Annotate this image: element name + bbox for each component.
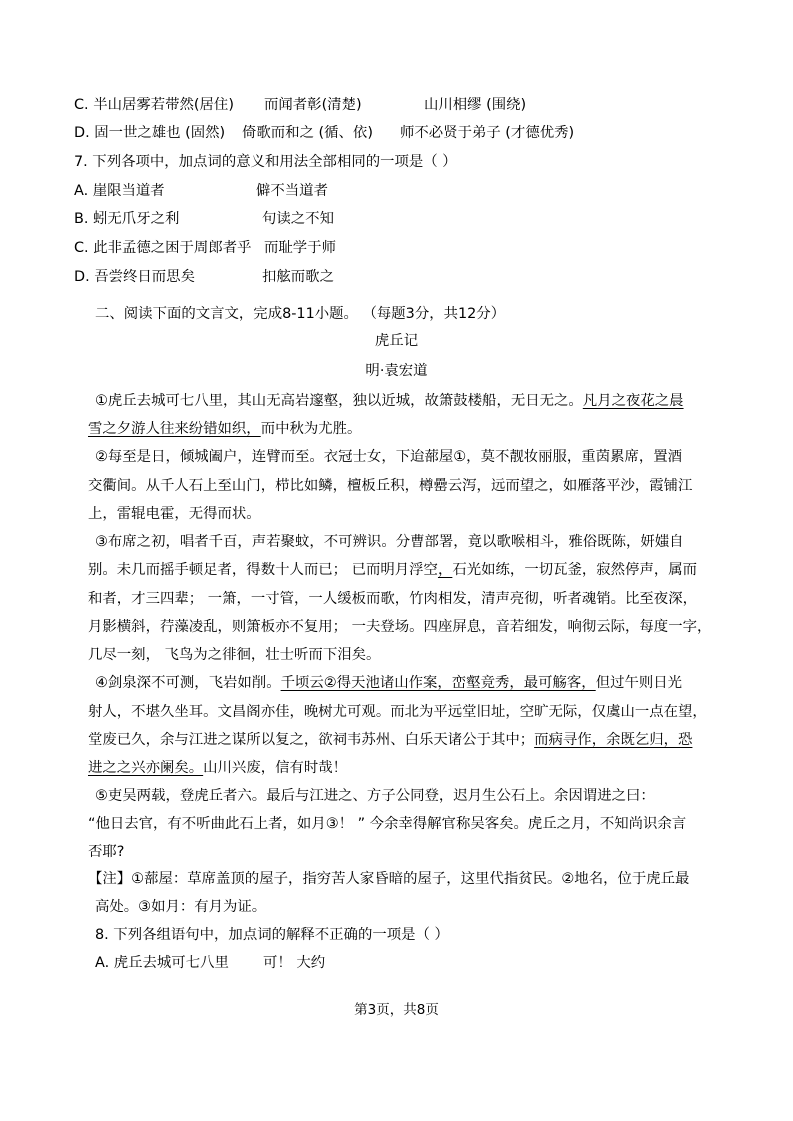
- p3-line3: 和者，才三四辈； 一箫，一寸管，一人缓板而歌，竹肉相发，清声亮彻，听者魂销。比至夜深，: [88, 591, 697, 607]
- p4-line1-underlined: 千顷云②得天池诸山作案，峦壑竞秀，最可觞客，: [280, 675, 596, 691]
- p4-line1: [95, 673, 682, 693]
- p5-line2: “他日去官，有不听曲此石上者，如月③！ ” 今余幸得解官称吴客矣。虎丘之月，不知尚识余言: [88, 816, 687, 832]
- choice-d-part2: 倚歌而和之 (循、依): [242, 125, 373, 141]
- p4-line1-text-a: ④剑泉深不可测，飞岩如削。: [95, 675, 281, 691]
- page-number-footer: 第3页，共8页: [354, 1002, 439, 1018]
- choice-c-part3: 山川相缪 (围绕): [424, 97, 527, 113]
- p5-line3: 否耶?: [88, 844, 125, 860]
- question-7-stem: 7. 下列各项中，加点词的意义和用法全部相同的一项是（ ）: [74, 154, 457, 170]
- q7-option-d: [74, 267, 334, 287]
- q7-option-a-left: A. 崖限当道者: [74, 183, 165, 199]
- choice-d-part3: 师不必贤于弟子 (才德优秀): [400, 125, 575, 141]
- p2-line2: 交衢间。从千人石上至山门，栉比如鳞，檀板丘积，樽罍云泻，远而望之，如雁落平沙，霞铺江: [88, 478, 693, 494]
- p2-line3: 上，雷辊电霍，无得而状。: [88, 506, 261, 522]
- q7-option-c: [74, 238, 336, 258]
- p1-line2-underlined: 雪之夕游人往来纷错如织，: [88, 421, 261, 437]
- p4-line1-text-b: 但过午则日光: [595, 675, 683, 691]
- p1-line1-text: ①虎丘去城可七八里，其山无高岩邃壑，独以近城，故箫鼓楼船，无日无之。: [95, 393, 583, 409]
- choice-c-part2: 而闻者彰(清楚): [264, 97, 362, 113]
- p3-line2-text-b: 石光如练，一切瓦釜，寂然停声，属而: [452, 562, 698, 578]
- choice-d-part1: D. 固一世之雄也 (固然): [74, 125, 226, 141]
- q7-option-b: [74, 209, 334, 229]
- p3-line2: [88, 560, 697, 580]
- p2-line1: ②每至是日，倾城阖户，连臂而至。衣冠士女，下迨蔀屋①，莫不靓妆丽服，重茵累席，置酒: [95, 449, 683, 465]
- choice-d: [74, 123, 575, 143]
- q7-option-d-left: D. 吾尝终日而思矣: [74, 269, 195, 285]
- q8-option-a-left: A. 虎丘去城可七八里: [95, 955, 229, 971]
- p4-line4-underlined: 进之之兴亦阑矣。: [88, 760, 204, 776]
- p4-line4-text: 山川兴废，信有时哉！: [203, 760, 348, 776]
- p4-line3: [88, 730, 692, 750]
- p1-line2: [88, 419, 361, 439]
- q7-option-c-right: 而耻学于师: [264, 240, 336, 256]
- p4-line3-underlined: 而病寻作，余既乞归，恐: [534, 732, 693, 748]
- p1-line1-underlined: 凡月之夜花之晨: [582, 393, 684, 409]
- p3-line4: 月影横斜，荇藻凌乱，则箫板亦不复用； 一夫登场。四座屏息，音若细发，响彻云际，每度一字，: [88, 619, 712, 635]
- p1-line1: [95, 391, 684, 411]
- q7-option-c-left: C. 此非孟德之困于周郎者乎: [74, 240, 252, 256]
- p4-line2: 射人，不堪久坐耳。文昌阁亦佳，晚树尤可观。而北为平远堂旧址，空旷无际，仅虞山一点在望，: [88, 704, 707, 720]
- choice-c-part1: C. 半山居雾若带然(居住): [74, 97, 234, 113]
- p4-line4: [88, 758, 347, 778]
- choice-c: [74, 95, 527, 115]
- q7-option-b-left: B. 蚓无爪牙之利: [74, 211, 180, 227]
- passage-author: 明·袁宏道: [365, 363, 428, 379]
- note-line1: 【注】①蔀屋：草席盖顶的屋子，指穷苦人家昏暗的屋子，这里代指贫民。②地名，位于虎丘最: [88, 871, 690, 887]
- passage-title: 虎丘记: [374, 333, 419, 349]
- question-8-stem: 8. 下列各组语句中，加点词的解释不正确的一项是（ ）: [95, 927, 449, 943]
- p3-line5: 几尽一刻， 飞鸟为之徘徊，壮士听而下泪矣。: [88, 647, 381, 663]
- p3-line2-underlined: ，: [437, 562, 453, 578]
- p1-line2-text: 而中秋为尤胜。: [260, 421, 362, 437]
- q8-option-a-right: 可！ 大约: [263, 955, 326, 971]
- section-2-heading: 二、阅读下面的文言文，完成8-11小题。 （每题3分，共12分）: [95, 306, 506, 322]
- q7-option-b-right: 句读之不知: [262, 211, 334, 227]
- q8-option-a: [95, 953, 326, 973]
- q7-option-a-right: 僻不当道者: [256, 183, 328, 199]
- p4-line3-text: 堂废已久，余与江进之谋所以复之，欲祠韦苏州、白乐天诸公于其中；: [88, 732, 535, 748]
- p5-line1: ⑤吏吴两载，登虎丘者六。最后与江进之、方子公同登，迟月生公石上。余因谓进之曰：: [95, 788, 655, 804]
- q7-option-d-right: 扣舷而歌之: [262, 269, 334, 285]
- q7-option-a: [74, 181, 328, 201]
- note-line2: 高处。③如月：有月为证。: [95, 899, 267, 915]
- p3-line2-text-a: 别。未几而摇手顿足者，得数十人而已； 已而明月浮空: [88, 562, 438, 578]
- p3-line1: ③布席之初，唱者千百，声若聚蚊，不可辨识。分曹部署，竟以歌喉相斗，雅俗既陈，妍媸自: [95, 534, 684, 550]
